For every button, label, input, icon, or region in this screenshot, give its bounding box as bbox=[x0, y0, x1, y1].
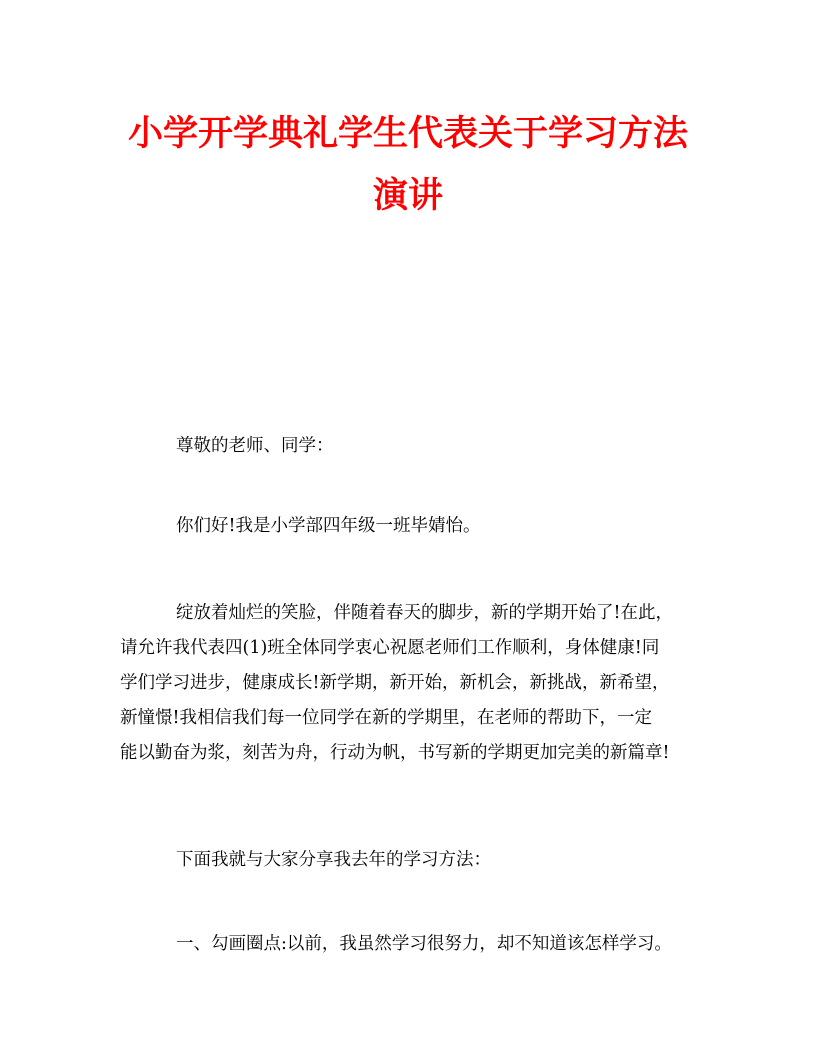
salutation: 尊敬的老师、同学： bbox=[176, 436, 334, 456]
point-one-paragraph: 一、勾画圈点:以前，我虽然学习很努力，却不知道该怎样学习。 bbox=[176, 934, 672, 954]
opening-paragraph: 绽放着灿烂的笑脸，伴随着春天的脚步，新的学期开始了!在此， 请允许我代表四(1)班全体同学衷心祝愿老师们工作顺利，身体健康!同 学们学习进步，健康成长!新学期，新开始，新机会，新挑战，新希望， 新憧憬!我相信我们每一位同学在新的学期里，在老师的帮助下，一定 能以勤奋为浆，刻苦为舟，行动为帆，书写新的学期更加完美的新篇章! bbox=[120, 603, 674, 763]
document-title-line-1: 小学开学典礼学生代表关于学习方法 bbox=[127, 113, 688, 154]
greeting-paragraph: 你们好!我是小学部四年级一班毕婧怡。 bbox=[176, 516, 481, 536]
intro-paragraph: 下面我就与大家分享我去年的学习方法： bbox=[176, 850, 491, 870]
document-title-line-2: 演讲 bbox=[372, 175, 443, 216]
